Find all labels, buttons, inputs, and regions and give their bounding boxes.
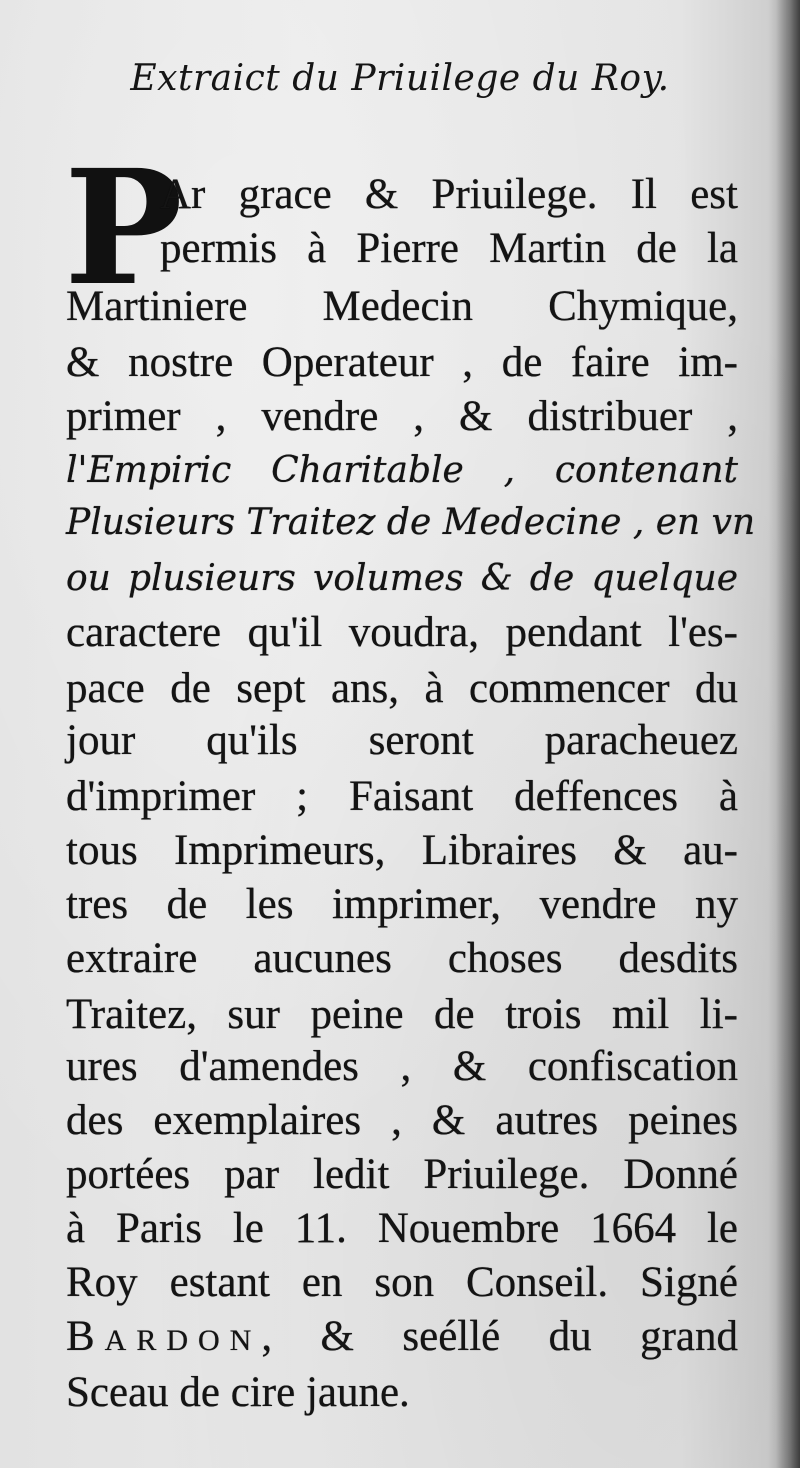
text-line: tres de les imprimer, vendre ny bbox=[66, 881, 738, 928]
text-line: primer , vendre , & distribuer , bbox=[66, 393, 738, 440]
text-line: ures d'amendes , & confiscation bbox=[66, 1043, 738, 1090]
text-line: portées par ledit Priuilege. Donné bbox=[66, 1151, 738, 1198]
text-line: tous Imprimeurs, Libraires & au- bbox=[66, 827, 738, 874]
text-line: jour qu'ils seront paracheuez bbox=[66, 717, 738, 764]
page-edge-shadow bbox=[776, 0, 800, 1468]
text-line: à Paris le 11. Nouembre 1664 le bbox=[66, 1205, 738, 1252]
text-line: d'imprimer ; Faisant deffences à bbox=[66, 773, 738, 820]
text-line: Plusieurs Traitez de Medecine , en vn bbox=[66, 502, 756, 543]
text-line: ou plusieurs volumes & de quelque bbox=[66, 558, 738, 599]
text-line: pace de sept ans, à commencer du bbox=[66, 665, 738, 712]
text-line: Traitez, sur peine de trois mil li- bbox=[66, 991, 738, 1038]
page-header: Extraict du Priuilege du Roy. bbox=[130, 58, 670, 99]
text-line: & nostre Operateur , de faire im- bbox=[66, 339, 738, 386]
text-line: l'Empiric Charitable , contenant bbox=[66, 450, 738, 491]
text-line: caractere qu'il voudra, pendant l'es- bbox=[66, 609, 738, 656]
text-line: extraire aucunes choses desdits bbox=[66, 935, 738, 982]
text-line: Ar grace & Priuilege. Il est bbox=[160, 171, 738, 218]
signature-line bbox=[66, 1312, 738, 1362]
text-line: Roy estant en son Conseil. Signé bbox=[66, 1259, 738, 1306]
text-line: Martiniere Medecin Chymique, bbox=[66, 283, 738, 330]
drop-cap: P bbox=[64, 136, 183, 321]
signatory-name: Bardon bbox=[66, 1313, 262, 1360]
final-line: Sceau de cire jaune. bbox=[66, 1369, 410, 1416]
text-line: permis à Pierre Martin de la bbox=[160, 225, 738, 272]
signature-rest: , & seéllé du grand bbox=[261, 1313, 738, 1360]
text-line: des exemplaires , & autres peines bbox=[66, 1097, 738, 1144]
